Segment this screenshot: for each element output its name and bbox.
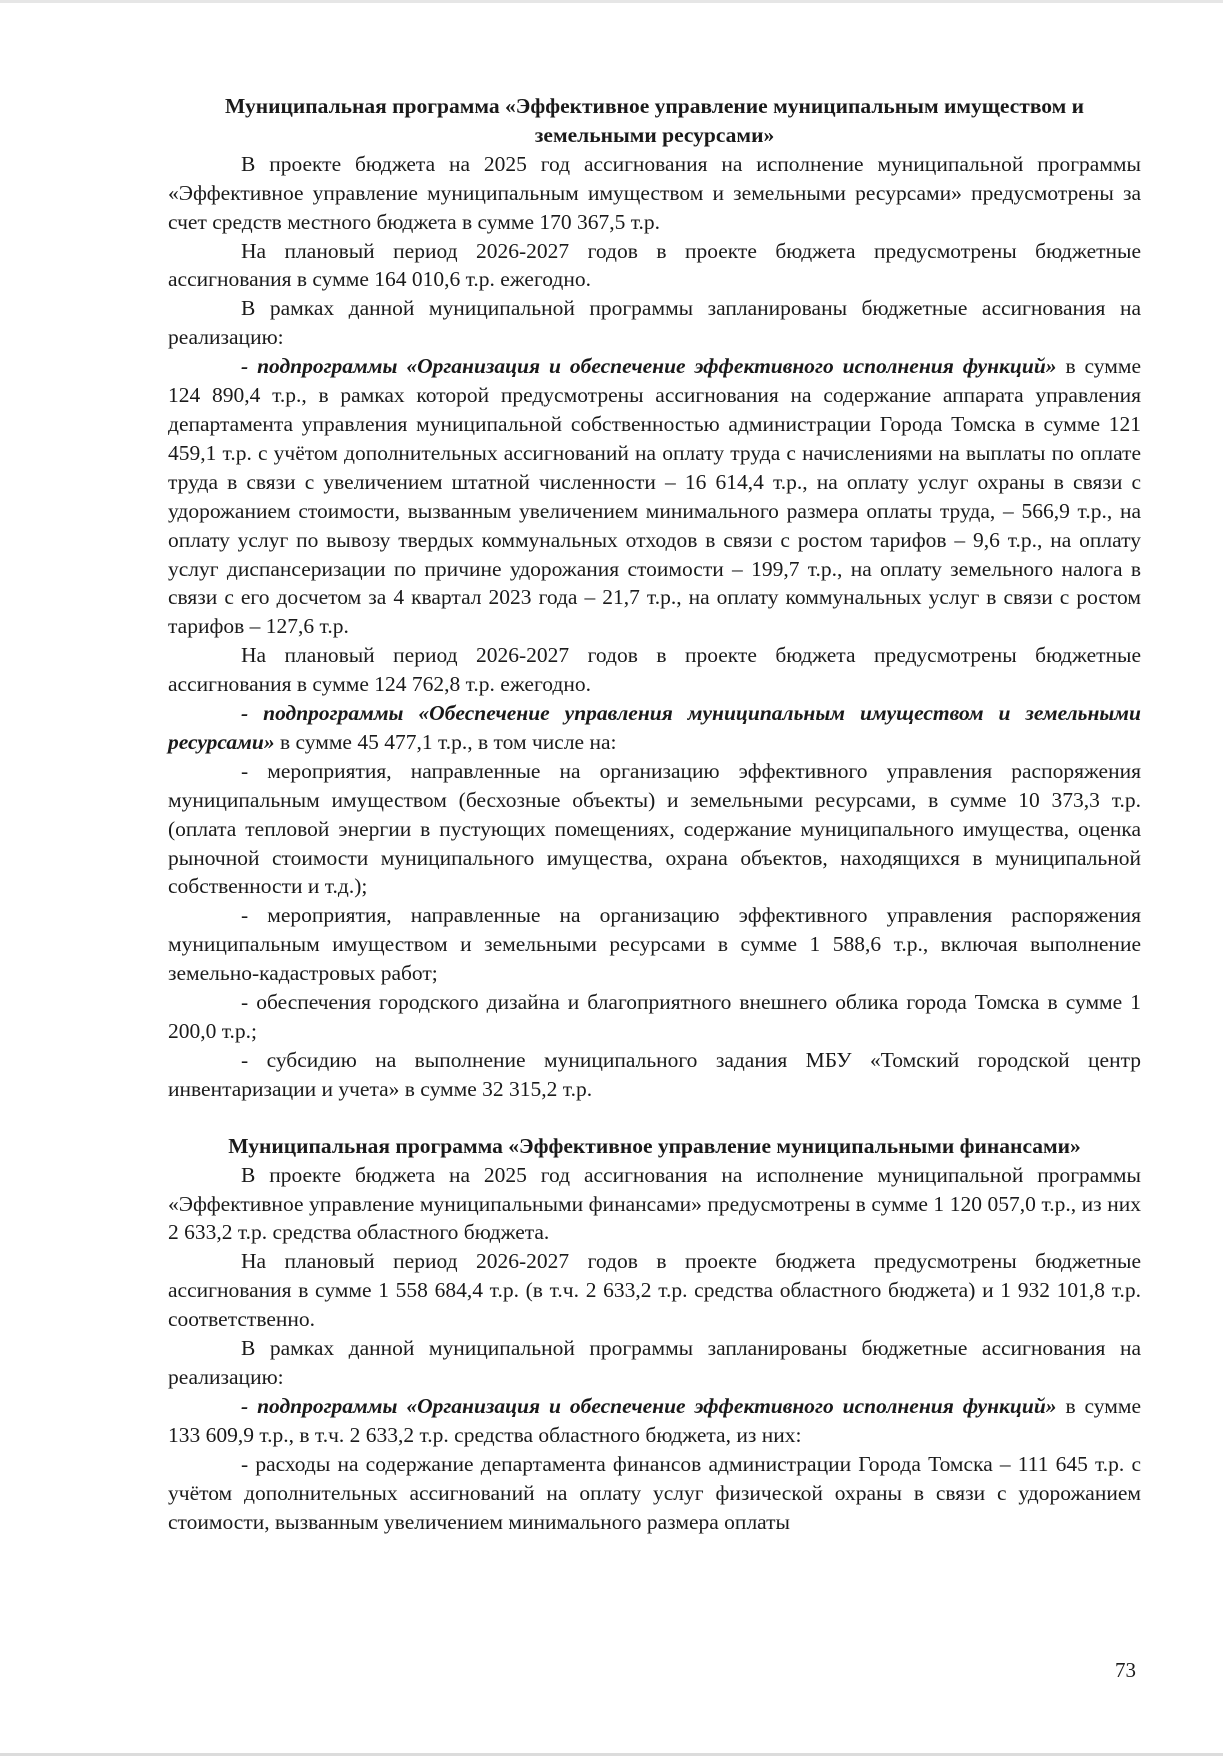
section2-paragraph-4 [168, 1392, 1141, 1450]
section2-paragraph-5: - расходы на содержание департамента финансов администрации Города Томска – 111 645 т.р. с учётом дополнительных ассигнований на оплату услуг физической охраны в связи с удорожанием стоимости, вызванным увеличением минимального размера оплаты [168, 1451, 1141, 1534]
section1-paragraph-10: - субсидию на выполнение муниципального задания МБУ «Томский городской центр инвентаризации и учета» в сумме 32 315,2 т.р. [168, 1047, 1141, 1101]
section1-paragraph-3: В рамках данной муниципальной программы запланированы бюджетные ассигнования на реализацию: [168, 296, 1141, 350]
section1-paragraph-7: - мероприятия, направленные на организацию эффективного управления распоряжения муниципальным имуществом (бесхозные объекты) и земельными ресурсами, в сумме 10 373,3 т.р. (оплата тепловой энергии в пустующих помещениях, содержание муниципального имущества, оценка рыночной стоимости муниципального имущества, охрана объектов, находящихся в муниципальной собственности и т.д.); [168, 758, 1141, 899]
page-number: 73 [1115, 1658, 1136, 1682]
section2-heading: Муниципальная программа «Эффективное управление муниципальными финансами» [228, 1133, 1081, 1158]
section1-paragraph-8: - мероприятия, направленные на организацию эффективного управления распоряжения муниципальным имуществом и земельными ресурсами в сумме 1 588,6 т.р., включая выполнение земельно-кадастровых работ; [168, 903, 1141, 986]
subprogram-text: в сумме 124 890,4 т.р., в рамках которой предусмотрены ассигнования на содержание аппарата управления департамента управления муниципальной собственностью администрации Города Томска в сумме 121 459,1 т.р. с учётом дополнительных ассигнований на оплату труда с начислениями на выплаты по оплате труда в связи с увеличением штатной численности – 16 614,4 т.р., на оплату услуг охраны в связи с удорожанием стоимости, вызванным увеличением минимального размера оплаты труда, – 566,9 т.р., на оплату услуг по вывозу твердых коммунальных отходов в связи с ростом тарифов – 9,6 т.р., на оплату услуг диспансеризации по причине удорожания стоимости – 199,7 т.р., на оплату земельного налога в связи с его досчетом за 4 квартал 2023 года – 21,7 т.р., на оплату коммунальных услуг в связи с ростом тарифов – 127,6 т.р. [168, 354, 1141, 639]
section1-paragraph-6 [168, 699, 1141, 757]
subprogram-text: в сумме 133 609,9 т.р., в т.ч. 2 633,2 т.р. средства областного бюджета, из них: [168, 1393, 1141, 1447]
subprogram-title: - подпрограммы «Обеспечение управления муниципальным имуществом и земельными ресурсами» [168, 701, 1141, 754]
section1-paragraph-1: В проекте бюджета на 2025 год ассигнования на исполнение муниципальной программы «Эффективное управление муниципальным имуществом и земельными ресурсами» предусмотрены за счет средств местного бюджета в сумме 170 367,5 т.р. [168, 151, 1141, 234]
page-body [168, 92, 1141, 1536]
section1-paragraph-4 [168, 352, 1141, 641]
subprogram-text: в сумме 45 477,1 т.р., в том числе на: [274, 729, 617, 754]
section1-paragraph-2: На плановый период 2026-2027 годов в проекте бюджета предусмотрены бюджетные ассигнования в сумме 164 010,6 т.р. ежегодно. [168, 238, 1141, 292]
section2-paragraph-1: В проекте бюджета на 2025 год ассигнования на исполнение муниципальной программы «Эффективное управление муниципальными финансами» предусмотрены в сумме 1 120 057,0 т.р., из них 2 633,2 т.р. средства областного бюджета. [168, 1162, 1141, 1245]
section1-heading: Муниципальная программа «Эффективное управление муниципальным имуществом и земельными ресурсами» [224, 94, 1085, 147]
section1-paragraph-5: На плановый период 2026-2027 годов в проекте бюджета предусмотрены бюджетные ассигнования в сумме 124 762,8 т.р. ежегодно. [168, 643, 1141, 697]
subprogram-title: - подпрограммы «Организация и обеспечение эффективного исполнения функций» [241, 354, 1057, 379]
section2-paragraph-2: На плановый период 2026-2027 годов в проекте бюджета предусмотрены бюджетные ассигнования в сумме 1 558 684,4 т.р. (в т.ч. 2 633,2 т.р. средства областного бюджета) и 1 932 101,8 т.р. соответственно. [168, 1249, 1141, 1332]
section2-paragraph-3: В рамках данной муниципальной программы запланированы бюджетные ассигнования на реализацию: [168, 1336, 1141, 1389]
section1-paragraph-9: - обеспечения городского дизайна и благоприятного внешнего облика города Томска в сумме 1 200,0 т.р.; [168, 990, 1141, 1043]
subprogram-title: - подпрограммы «Организация и обеспечение эффективного исполнения функций» [241, 1393, 1057, 1418]
scan-edge-top [0, 0, 1223, 3]
